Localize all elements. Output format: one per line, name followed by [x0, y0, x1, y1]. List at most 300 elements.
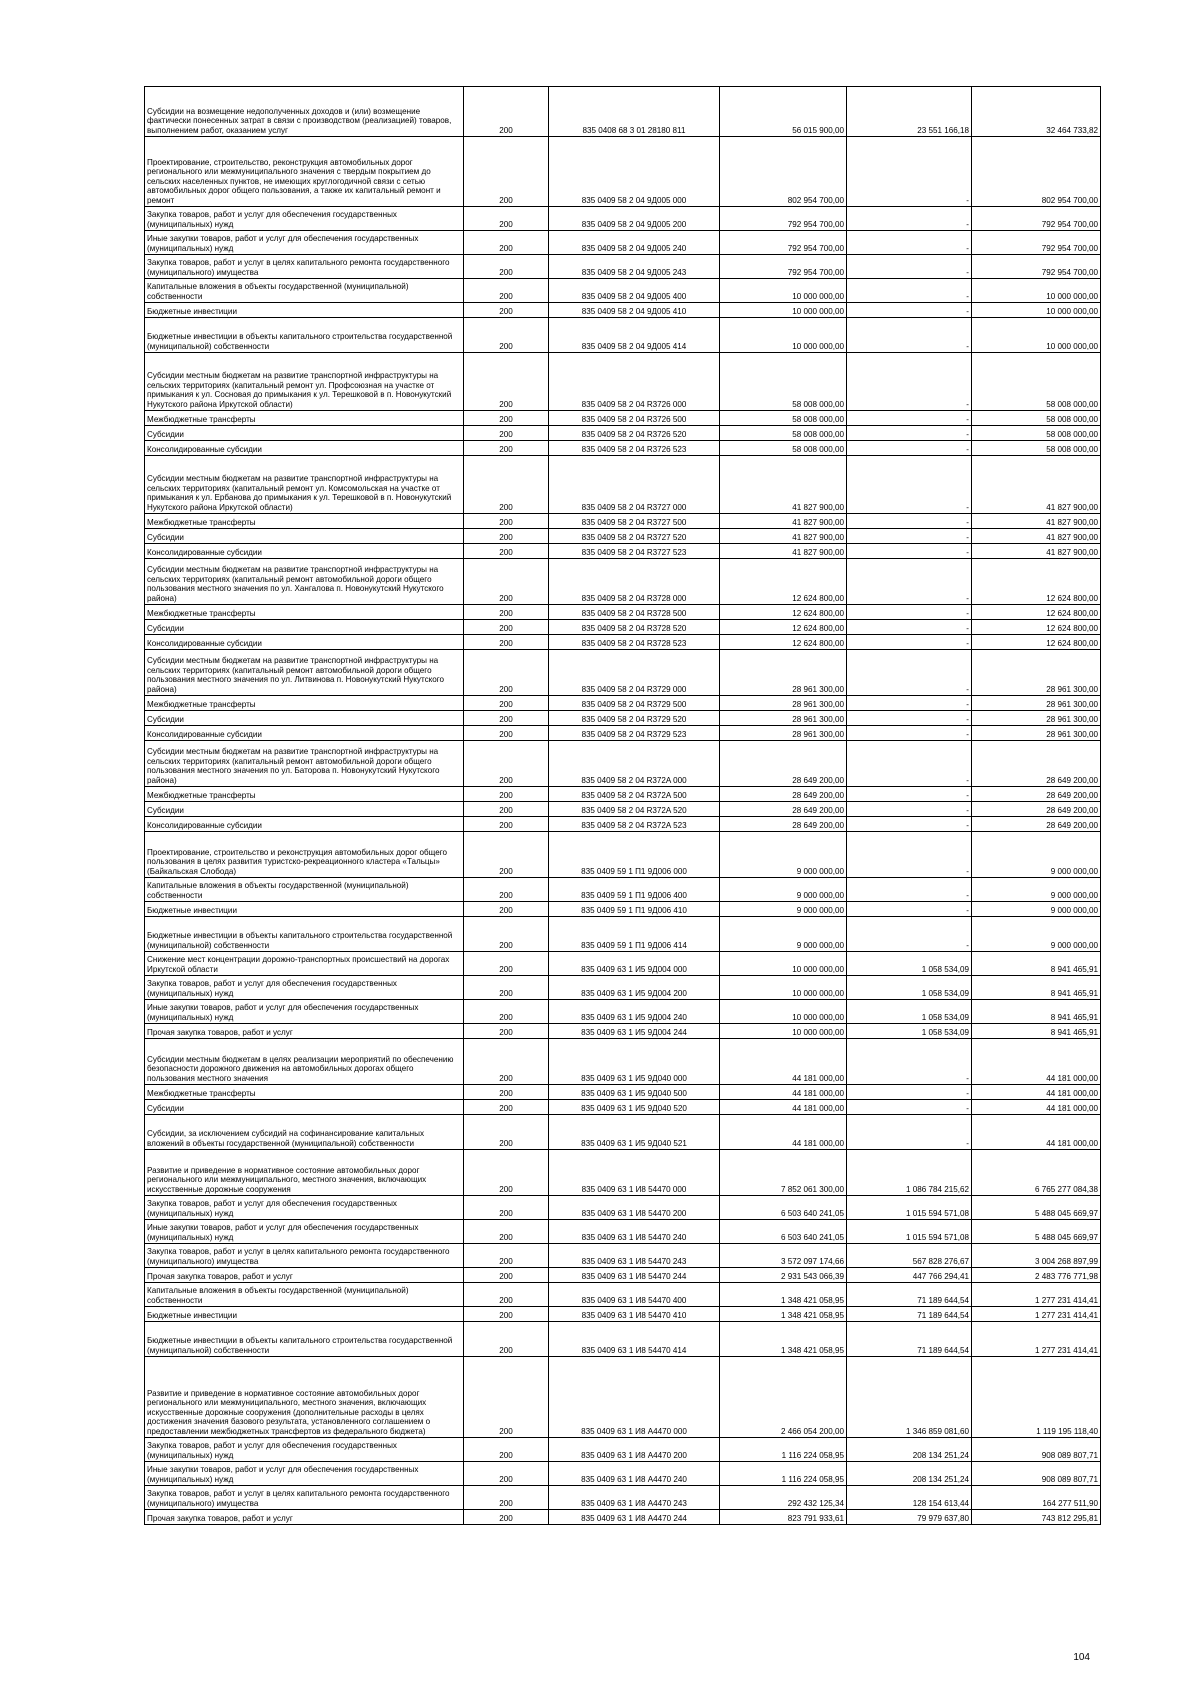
row-kbk-cell: 835 0409 63 1 И8 54470 400 — [549, 1283, 720, 1307]
row-name-cell: Развитие и приведение в нормативное состояние автомобильных дорог регионального или межмуниципального, местного значения, включающих искусственные дорожные сооружения (дополнительные расходы в целях достижения значения базового результата, установленного соглашением о предоставлении межбюджетных трансфертов из федерального бюджета) — [145, 1357, 464, 1438]
row-name-cell: Бюджетные инвестиции — [145, 902, 464, 917]
row-code-cell: 200 — [464, 741, 549, 787]
row-assigned-cell: 28 961 300,00 — [720, 726, 847, 741]
row-name-cell: Бюджетные инвестиции в объекты капитального строительства государственной (муниципальной) собственности — [145, 917, 464, 952]
row-name-cell: Субсидии местным бюджетам в целях реализации мероприятий по обеспечению безопасности дорожного движения на автомобильных дорогах общего пользования местного значения — [145, 1039, 464, 1085]
row-name-cell: Субсидии местным бюджетам на развитие транспортной инфраструктуры на сельских территориях (капитальный ремонт автомобильной дороги общего пользования местного значения по ул. Хангалова п. Новонукутский Нукутского района) — [145, 559, 464, 605]
row-name-cell: Закупка товаров, работ и услуг для обеспечения государственных (муниципальных) нужд — [145, 1438, 464, 1462]
row-code-cell: 200 — [464, 1150, 549, 1196]
row-kbk-cell: 835 0409 58 2 04 R372A 500 — [549, 787, 720, 802]
row-unexecuted-cell: 164 277 511,90 — [972, 1486, 1101, 1510]
row-unexecuted-cell: 28 961 300,00 — [972, 650, 1101, 696]
row-executed-cell: - — [847, 441, 972, 456]
row-code-cell: 200 — [464, 696, 549, 711]
row-executed-cell: - — [847, 817, 972, 832]
row-assigned-cell: 58 008 000,00 — [720, 441, 847, 456]
table-row — [145, 1244, 1101, 1268]
row-kbk-cell: 835 0409 63 1 И8 54470 243 — [549, 1244, 720, 1268]
row-kbk-cell: 835 0409 58 2 04 R3727 523 — [549, 544, 720, 559]
row-name-cell: Закупка товаров, работ и услуг для обеспечения государственных (муниципальных) нужд — [145, 976, 464, 1000]
row-executed-cell: 447 766 294,41 — [847, 1268, 972, 1283]
row-unexecuted-cell: 28 961 300,00 — [972, 696, 1101, 711]
row-kbk-cell: 835 0409 63 1 И8 54470 200 — [549, 1196, 720, 1220]
table-row — [145, 137, 1101, 207]
row-unexecuted-cell: 8 941 465,91 — [972, 1024, 1101, 1039]
row-unexecuted-cell: 44 181 000,00 — [972, 1039, 1101, 1085]
row-kbk-cell: 835 0409 59 1 П1 9Д006 414 — [549, 917, 720, 952]
row-unexecuted-cell: 41 827 900,00 — [972, 514, 1101, 529]
row-unexecuted-cell: 41 827 900,00 — [972, 456, 1101, 514]
row-executed-cell: - — [847, 426, 972, 441]
table-row — [145, 741, 1101, 787]
row-code-cell: 200 — [464, 1268, 549, 1283]
row-kbk-cell: 835 0409 63 1 И8 А4470 000 — [549, 1357, 720, 1438]
row-assigned-cell: 44 181 000,00 — [720, 1039, 847, 1085]
row-unexecuted-cell: 8 941 465,91 — [972, 976, 1101, 1000]
row-executed-cell: - — [847, 1085, 972, 1100]
row-executed-cell: - — [847, 1039, 972, 1085]
row-code-cell: 200 — [464, 514, 549, 529]
row-executed-cell: - — [847, 1115, 972, 1150]
table-row — [145, 441, 1101, 456]
row-name-cell: Межбюджетные трансферты — [145, 605, 464, 620]
page-number: 104 — [1073, 1652, 1090, 1663]
row-name-cell: Прочая закупка товаров, работ и услуг — [145, 1268, 464, 1283]
table-row — [145, 279, 1101, 303]
row-name-cell: Субсидии — [145, 529, 464, 544]
row-name-cell: Субсидии местным бюджетам на развитие транспортной инфраструктуры на сельских территориях (капитальный ремонт автомобильной дороги общего пользования местного значения по ул. Баторова п. Новонукутский Нукутского района) — [145, 741, 464, 787]
row-name-cell: Прочая закупка товаров, работ и услуг — [145, 1510, 464, 1525]
row-unexecuted-cell: 28 649 200,00 — [972, 741, 1101, 787]
row-executed-cell: - — [847, 231, 972, 255]
row-kbk-cell: 835 0409 58 2 04 R3726 523 — [549, 441, 720, 456]
row-executed-cell: - — [847, 303, 972, 318]
row-executed-cell: - — [847, 787, 972, 802]
row-executed-cell: - — [847, 137, 972, 207]
row-assigned-cell: 292 432 125,34 — [720, 1486, 847, 1510]
row-name-cell: Субсидии — [145, 711, 464, 726]
row-name-cell: Проектирование, строительство, реконструкция автомобильных дорог регионального или межмуниципального значения с твердым покрытием до сельских населенных пунктов, не имеющих круглогодичной связи с сетью автомобильных дорог общего пользования, а также их капитальный ремонт и ремонт — [145, 137, 464, 207]
row-executed-cell: - — [847, 605, 972, 620]
row-kbk-cell: 835 0409 63 1 И8 А4470 200 — [549, 1438, 720, 1462]
table-row — [145, 1115, 1101, 1150]
row-name-cell: Межбюджетные трансферты — [145, 411, 464, 426]
row-kbk-cell: 835 0409 58 2 04 R3728 523 — [549, 635, 720, 650]
row-unexecuted-cell: 1 277 231 414,41 — [972, 1307, 1101, 1322]
row-unexecuted-cell: 1 277 231 414,41 — [972, 1322, 1101, 1357]
row-assigned-cell: 58 008 000,00 — [720, 411, 847, 426]
row-unexecuted-cell: 1 119 195 118,40 — [972, 1357, 1101, 1438]
row-assigned-cell: 792 954 700,00 — [720, 231, 847, 255]
row-assigned-cell: 10 000 000,00 — [720, 1000, 847, 1024]
row-kbk-cell: 835 0409 58 2 04 R3727 000 — [549, 456, 720, 514]
row-executed-cell: 1 058 534,09 — [847, 976, 972, 1000]
table-row — [145, 1024, 1101, 1039]
row-unexecuted-cell: 5 488 045 669,97 — [972, 1220, 1101, 1244]
row-name-cell: Субсидии на возмещение недополученных доходов и (или) возмещение фактически понесенных затрат в связи с производством (реализацией) товаров, выполнением работ, оказанием услуг — [145, 87, 464, 137]
row-assigned-cell: 10 000 000,00 — [720, 976, 847, 1000]
row-name-cell: Межбюджетные трансферты — [145, 787, 464, 802]
row-kbk-cell: 835 0409 58 2 04 9Д005 414 — [549, 318, 720, 353]
row-code-cell: 200 — [464, 1244, 549, 1268]
row-name-cell: Бюджетные инвестиции — [145, 303, 464, 318]
table-row — [145, 635, 1101, 650]
table-row — [145, 1268, 1101, 1283]
row-assigned-cell: 28 961 300,00 — [720, 696, 847, 711]
row-name-cell: Снижение мест концентрации дорожно-транспортных происшествий на дорогах Иркутской области — [145, 952, 464, 976]
row-kbk-cell: 835 0409 58 2 04 R372A 523 — [549, 817, 720, 832]
row-assigned-cell: 10 000 000,00 — [720, 1024, 847, 1039]
row-name-cell: Межбюджетные трансферты — [145, 1085, 464, 1100]
table-row — [145, 605, 1101, 620]
row-unexecuted-cell: 802 954 700,00 — [972, 137, 1101, 207]
row-unexecuted-cell: 58 008 000,00 — [972, 426, 1101, 441]
row-code-cell: 200 — [464, 817, 549, 832]
row-code-cell: 200 — [464, 87, 549, 137]
table-row — [145, 456, 1101, 514]
row-executed-cell: - — [847, 353, 972, 411]
row-assigned-cell: 12 624 800,00 — [720, 620, 847, 635]
row-code-cell: 200 — [464, 1510, 549, 1525]
table-row — [145, 696, 1101, 711]
row-kbk-cell: 835 0409 63 1 И5 9Д040 520 — [549, 1100, 720, 1115]
row-assigned-cell: 792 954 700,00 — [720, 207, 847, 231]
row-name-cell: Капитальные вложения в объекты государственной (муниципальной) собственности — [145, 1283, 464, 1307]
row-name-cell: Прочая закупка товаров, работ и услуг — [145, 1024, 464, 1039]
row-kbk-cell: 835 0409 63 1 И8 А4470 240 — [549, 1462, 720, 1486]
row-code-cell: 200 — [464, 1196, 549, 1220]
table-row — [145, 255, 1101, 279]
table-row — [145, 802, 1101, 817]
table-row — [145, 1100, 1101, 1115]
table-row — [145, 711, 1101, 726]
row-unexecuted-cell: 12 624 800,00 — [972, 620, 1101, 635]
row-code-cell: 200 — [464, 1115, 549, 1150]
row-executed-cell: - — [847, 696, 972, 711]
row-unexecuted-cell: 28 961 300,00 — [972, 711, 1101, 726]
row-executed-cell: - — [847, 559, 972, 605]
row-assigned-cell: 10 000 000,00 — [720, 279, 847, 303]
row-executed-cell: 71 189 644,54 — [847, 1322, 972, 1357]
row-executed-cell: - — [847, 544, 972, 559]
row-assigned-cell: 2 466 054 200,00 — [720, 1357, 847, 1438]
row-unexecuted-cell: 9 000 000,00 — [972, 902, 1101, 917]
row-unexecuted-cell: 3 004 268 897,99 — [972, 1244, 1101, 1268]
row-unexecuted-cell: 58 008 000,00 — [972, 353, 1101, 411]
row-code-cell: 200 — [464, 620, 549, 635]
row-code-cell: 200 — [464, 207, 549, 231]
row-name-cell: Бюджетные инвестиции в объекты капитального строительства государственной (муниципальной) собственности — [145, 1322, 464, 1357]
row-code-cell: 200 — [464, 635, 549, 650]
row-executed-cell: 1 015 594 571,08 — [847, 1196, 972, 1220]
row-name-cell: Субсидии местным бюджетам на развитие транспортной инфраструктуры на сельских территориях (капитальный ремонт ул. Профсоюзная на участке от примыкания к ул. Сосновая до примыкания к ул. Терешковой в п. Новонукутский Нукутского района Иркутской области) — [145, 353, 464, 411]
row-unexecuted-cell: 44 181 000,00 — [972, 1115, 1101, 1150]
row-unexecuted-cell: 28 649 200,00 — [972, 787, 1101, 802]
row-kbk-cell: 835 0409 58 2 04 R3726 000 — [549, 353, 720, 411]
table-row — [145, 318, 1101, 353]
row-assigned-cell: 41 827 900,00 — [720, 514, 847, 529]
table-row — [145, 952, 1101, 976]
row-code-cell: 200 — [464, 1000, 549, 1024]
row-assigned-cell: 28 649 200,00 — [720, 817, 847, 832]
row-executed-cell: 79 979 637,80 — [847, 1510, 972, 1525]
row-unexecuted-cell: 792 954 700,00 — [972, 255, 1101, 279]
row-code-cell: 200 — [464, 559, 549, 605]
row-assigned-cell: 56 015 900,00 — [720, 87, 847, 137]
row-kbk-cell: 835 0409 63 1 И8 54470 000 — [549, 1150, 720, 1196]
row-name-cell: Закупка товаров, работ и услуг в целях капитального ремонта государственного (муниципального) имущества — [145, 255, 464, 279]
table-row — [145, 411, 1101, 426]
row-code-cell: 200 — [464, 1307, 549, 1322]
budget-execution-table — [144, 86, 1101, 1525]
row-name-cell: Субсидии — [145, 620, 464, 635]
row-executed-cell: - — [847, 832, 972, 878]
table-row — [145, 87, 1101, 137]
row-code-cell: 200 — [464, 1024, 549, 1039]
row-executed-cell: - — [847, 741, 972, 787]
row-name-cell: Капитальные вложения в объекты государственной (муниципальной) собственности — [145, 279, 464, 303]
row-kbk-cell: 835 0409 63 1 И5 9Д004 244 — [549, 1024, 720, 1039]
table-row — [145, 620, 1101, 635]
row-code-cell: 200 — [464, 605, 549, 620]
row-code-cell: 200 — [464, 303, 549, 318]
row-kbk-cell: 835 0409 58 2 04 9Д005 410 — [549, 303, 720, 318]
row-executed-cell: - — [847, 318, 972, 353]
table-row — [145, 1438, 1101, 1462]
row-kbk-cell: 835 0409 63 1 И8 54470 410 — [549, 1307, 720, 1322]
row-name-cell: Консолидированные субсидии — [145, 817, 464, 832]
row-assigned-cell: 9 000 000,00 — [720, 917, 847, 952]
row-kbk-cell: 835 0409 63 1 И5 9Д004 200 — [549, 976, 720, 1000]
row-unexecuted-cell: 44 181 000,00 — [972, 1100, 1101, 1115]
row-executed-cell: - — [847, 529, 972, 544]
row-assigned-cell: 1 116 224 058,95 — [720, 1462, 847, 1486]
row-code-cell: 200 — [464, 255, 549, 279]
row-name-cell: Консолидированные субсидии — [145, 544, 464, 559]
row-executed-cell: - — [847, 456, 972, 514]
row-kbk-cell: 835 0409 63 1 И5 9Д040 000 — [549, 1039, 720, 1085]
row-code-cell: 200 — [464, 1486, 549, 1510]
table-row — [145, 1510, 1101, 1525]
row-code-cell: 200 — [464, 1085, 549, 1100]
table-body — [145, 87, 1101, 1525]
table-row — [145, 1220, 1101, 1244]
row-assigned-cell: 44 181 000,00 — [720, 1085, 847, 1100]
row-kbk-cell: 835 0408 68 3 01 28180 811 — [549, 87, 720, 137]
row-assigned-cell: 792 954 700,00 — [720, 255, 847, 279]
row-code-cell: 200 — [464, 426, 549, 441]
row-code-cell: 200 — [464, 353, 549, 411]
row-unexecuted-cell: 28 649 200,00 — [972, 802, 1101, 817]
row-kbk-cell: 835 0409 63 1 И5 9Д040 500 — [549, 1085, 720, 1100]
table-row — [145, 514, 1101, 529]
row-executed-cell: 128 154 613,44 — [847, 1486, 972, 1510]
row-name-cell: Иные закупки товаров, работ и услуг для обеспечения государственных (муниципальных) нужд — [145, 1000, 464, 1024]
row-name-cell: Проектирование, строительство и реконструкция автомобильных дорог общего пользования в целях развития туристско-рекреационного кластера «Тальцы» (Байкальская Слобода) — [145, 832, 464, 878]
table-row — [145, 787, 1101, 802]
row-name-cell: Капитальные вложения в объекты государственной (муниципальной) собственности — [145, 878, 464, 902]
row-name-cell: Иные закупки товаров, работ и услуг для обеспечения государственных (муниципальных) нужд — [145, 1220, 464, 1244]
row-assigned-cell: 12 624 800,00 — [720, 605, 847, 620]
row-assigned-cell: 44 181 000,00 — [720, 1115, 847, 1150]
row-unexecuted-cell: 8 941 465,91 — [972, 952, 1101, 976]
row-assigned-cell: 1 348 421 058,95 — [720, 1283, 847, 1307]
row-kbk-cell: 835 0409 58 2 04 R3728 500 — [549, 605, 720, 620]
row-code-cell: 200 — [464, 1357, 549, 1438]
row-executed-cell: - — [847, 514, 972, 529]
row-assigned-cell: 6 503 640 241,05 — [720, 1220, 847, 1244]
row-unexecuted-cell: 12 624 800,00 — [972, 605, 1101, 620]
row-kbk-cell: 835 0409 63 1 И8 54470 240 — [549, 1220, 720, 1244]
row-code-cell: 200 — [464, 1039, 549, 1085]
row-code-cell: 200 — [464, 137, 549, 207]
row-name-cell: Субсидии — [145, 426, 464, 441]
row-code-cell: 200 — [464, 1462, 549, 1486]
row-assigned-cell: 6 503 640 241,05 — [720, 1196, 847, 1220]
table-row — [145, 544, 1101, 559]
table-row — [145, 650, 1101, 696]
row-assigned-cell: 28 961 300,00 — [720, 650, 847, 696]
row-unexecuted-cell: 58 008 000,00 — [972, 441, 1101, 456]
row-kbk-cell: 835 0409 63 1 И5 9Д004 000 — [549, 952, 720, 976]
row-unexecuted-cell: 2 483 776 771,98 — [972, 1268, 1101, 1283]
row-assigned-cell: 58 008 000,00 — [720, 426, 847, 441]
row-code-cell: 200 — [464, 1438, 549, 1462]
row-unexecuted-cell: 8 941 465,91 — [972, 1000, 1101, 1024]
row-kbk-cell: 835 0409 59 1 П1 9Д006 410 — [549, 902, 720, 917]
row-kbk-cell: 835 0409 58 2 04 9Д005 240 — [549, 231, 720, 255]
row-unexecuted-cell: 908 089 807,71 — [972, 1438, 1101, 1462]
row-code-cell: 200 — [464, 411, 549, 426]
row-kbk-cell: 835 0409 58 2 04 9Д005 400 — [549, 279, 720, 303]
row-executed-cell: - — [847, 207, 972, 231]
row-name-cell: Иные закупки товаров, работ и услуг для обеспечения государственных (муниципальных) нужд — [145, 1462, 464, 1486]
row-code-cell: 200 — [464, 456, 549, 514]
row-assigned-cell: 41 827 900,00 — [720, 456, 847, 514]
row-name-cell: Консолидированные субсидии — [145, 726, 464, 741]
row-name-cell: Бюджетные инвестиции в объекты капитального строительства государственной (муниципальной) собственности — [145, 318, 464, 353]
table-row — [145, 1307, 1101, 1322]
row-assigned-cell: 9 000 000,00 — [720, 832, 847, 878]
row-assigned-cell: 2 931 543 066,39 — [720, 1268, 847, 1283]
row-executed-cell: 71 189 644,54 — [847, 1307, 972, 1322]
row-executed-cell: 208 134 251,24 — [847, 1438, 972, 1462]
row-assigned-cell: 823 791 933,61 — [720, 1510, 847, 1525]
row-assigned-cell: 10 000 000,00 — [720, 952, 847, 976]
row-executed-cell: - — [847, 1100, 972, 1115]
row-code-cell: 200 — [464, 832, 549, 878]
row-code-cell: 200 — [464, 650, 549, 696]
row-unexecuted-cell: 10 000 000,00 — [972, 303, 1101, 318]
row-kbk-cell: 835 0409 58 2 04 9Д005 200 — [549, 207, 720, 231]
row-name-cell: Субсидии — [145, 802, 464, 817]
row-name-cell: Субсидии местным бюджетам на развитие транспортной инфраструктуры на сельских территориях (капитальный ремонт автомобильной дороги общего пользования местного значения по ул. Литвинова п. Новонукутский Нукутского района) — [145, 650, 464, 696]
row-name-cell: Закупка товаров, работ и услуг в целях капитального ремонта государственного (муниципального) имущества — [145, 1244, 464, 1268]
table-row — [145, 353, 1101, 411]
row-kbk-cell: 835 0409 63 1 И5 9Д004 240 — [549, 1000, 720, 1024]
row-executed-cell: 1 058 534,09 — [847, 1000, 972, 1024]
row-code-cell: 200 — [464, 318, 549, 353]
row-executed-cell: 567 828 276,67 — [847, 1244, 972, 1268]
row-unexecuted-cell: 10 000 000,00 — [972, 279, 1101, 303]
row-name-cell: Межбюджетные трансферты — [145, 696, 464, 711]
row-kbk-cell: 835 0409 58 2 04 R3729 523 — [549, 726, 720, 741]
row-name-cell: Закупка товаров, работ и услуг для обеспечения государственных (муниципальных) нужд — [145, 1196, 464, 1220]
row-code-cell: 200 — [464, 878, 549, 902]
row-assigned-cell: 58 008 000,00 — [720, 353, 847, 411]
row-kbk-cell: 835 0409 58 2 04 R3729 000 — [549, 650, 720, 696]
row-name-cell: Бюджетные инвестиции — [145, 1307, 464, 1322]
row-kbk-cell: 835 0409 63 1 И8 А4470 243 — [549, 1486, 720, 1510]
table-row — [145, 1322, 1101, 1357]
row-name-cell: Консолидированные субсидии — [145, 635, 464, 650]
row-code-cell: 200 — [464, 279, 549, 303]
row-unexecuted-cell: 41 827 900,00 — [972, 529, 1101, 544]
row-name-cell: Консолидированные субсидии — [145, 441, 464, 456]
row-code-cell: 200 — [464, 231, 549, 255]
table-row — [145, 1462, 1101, 1486]
row-unexecuted-cell: 6 765 277 084,38 — [972, 1150, 1101, 1196]
row-executed-cell: - — [847, 802, 972, 817]
row-unexecuted-cell: 12 624 800,00 — [972, 635, 1101, 650]
row-assigned-cell: 28 649 200,00 — [720, 787, 847, 802]
row-assigned-cell: 12 624 800,00 — [720, 559, 847, 605]
row-assigned-cell: 28 649 200,00 — [720, 741, 847, 787]
table-row — [145, 426, 1101, 441]
row-kbk-cell: 835 0409 58 2 04 R372A 000 — [549, 741, 720, 787]
row-unexecuted-cell: 32 464 733,82 — [972, 87, 1101, 137]
row-unexecuted-cell: 5 488 045 669,97 — [972, 1196, 1101, 1220]
row-executed-cell: - — [847, 620, 972, 635]
row-kbk-cell: 835 0409 63 1 И8 А4470 244 — [549, 1510, 720, 1525]
row-kbk-cell: 835 0409 58 2 04 R3727 520 — [549, 529, 720, 544]
row-name-cell: Закупка товаров, работ и услуг в целях капитального ремонта государственного (муниципального) имущества — [145, 1486, 464, 1510]
row-kbk-cell: 835 0409 63 1 И8 54470 414 — [549, 1322, 720, 1357]
row-kbk-cell: 835 0409 59 1 П1 9Д006 400 — [549, 878, 720, 902]
table-row — [145, 902, 1101, 917]
table-row — [145, 1196, 1101, 1220]
row-unexecuted-cell: 792 954 700,00 — [972, 207, 1101, 231]
row-unexecuted-cell: 28 649 200,00 — [972, 817, 1101, 832]
row-kbk-cell: 835 0409 58 2 04 R3729 520 — [549, 711, 720, 726]
row-name-cell: Субсидии — [145, 1100, 464, 1115]
row-assigned-cell: 7 852 061 300,00 — [720, 1150, 847, 1196]
row-code-cell: 200 — [464, 1100, 549, 1115]
table-row — [145, 1039, 1101, 1085]
row-executed-cell: 1 058 534,09 — [847, 952, 972, 976]
table-row — [145, 726, 1101, 741]
row-kbk-cell: 835 0409 58 2 04 R3728 000 — [549, 559, 720, 605]
row-assigned-cell: 41 827 900,00 — [720, 529, 847, 544]
row-executed-cell: - — [847, 878, 972, 902]
row-kbk-cell: 835 0409 58 2 04 R3726 520 — [549, 426, 720, 441]
table-row — [145, 559, 1101, 605]
row-executed-cell: - — [847, 902, 972, 917]
table-row — [145, 1357, 1101, 1438]
row-unexecuted-cell: 28 961 300,00 — [972, 726, 1101, 741]
row-executed-cell: - — [847, 635, 972, 650]
row-code-cell: 200 — [464, 902, 549, 917]
table-row — [145, 832, 1101, 878]
row-unexecuted-cell: 10 000 000,00 — [972, 318, 1101, 353]
row-unexecuted-cell: 58 008 000,00 — [972, 411, 1101, 426]
row-kbk-cell: 835 0409 58 2 04 9Д005 000 — [549, 137, 720, 207]
table-row — [145, 1150, 1101, 1196]
row-code-cell: 200 — [464, 1322, 549, 1357]
row-code-cell: 200 — [464, 544, 549, 559]
row-assigned-cell: 44 181 000,00 — [720, 1100, 847, 1115]
row-assigned-cell: 10 000 000,00 — [720, 303, 847, 318]
